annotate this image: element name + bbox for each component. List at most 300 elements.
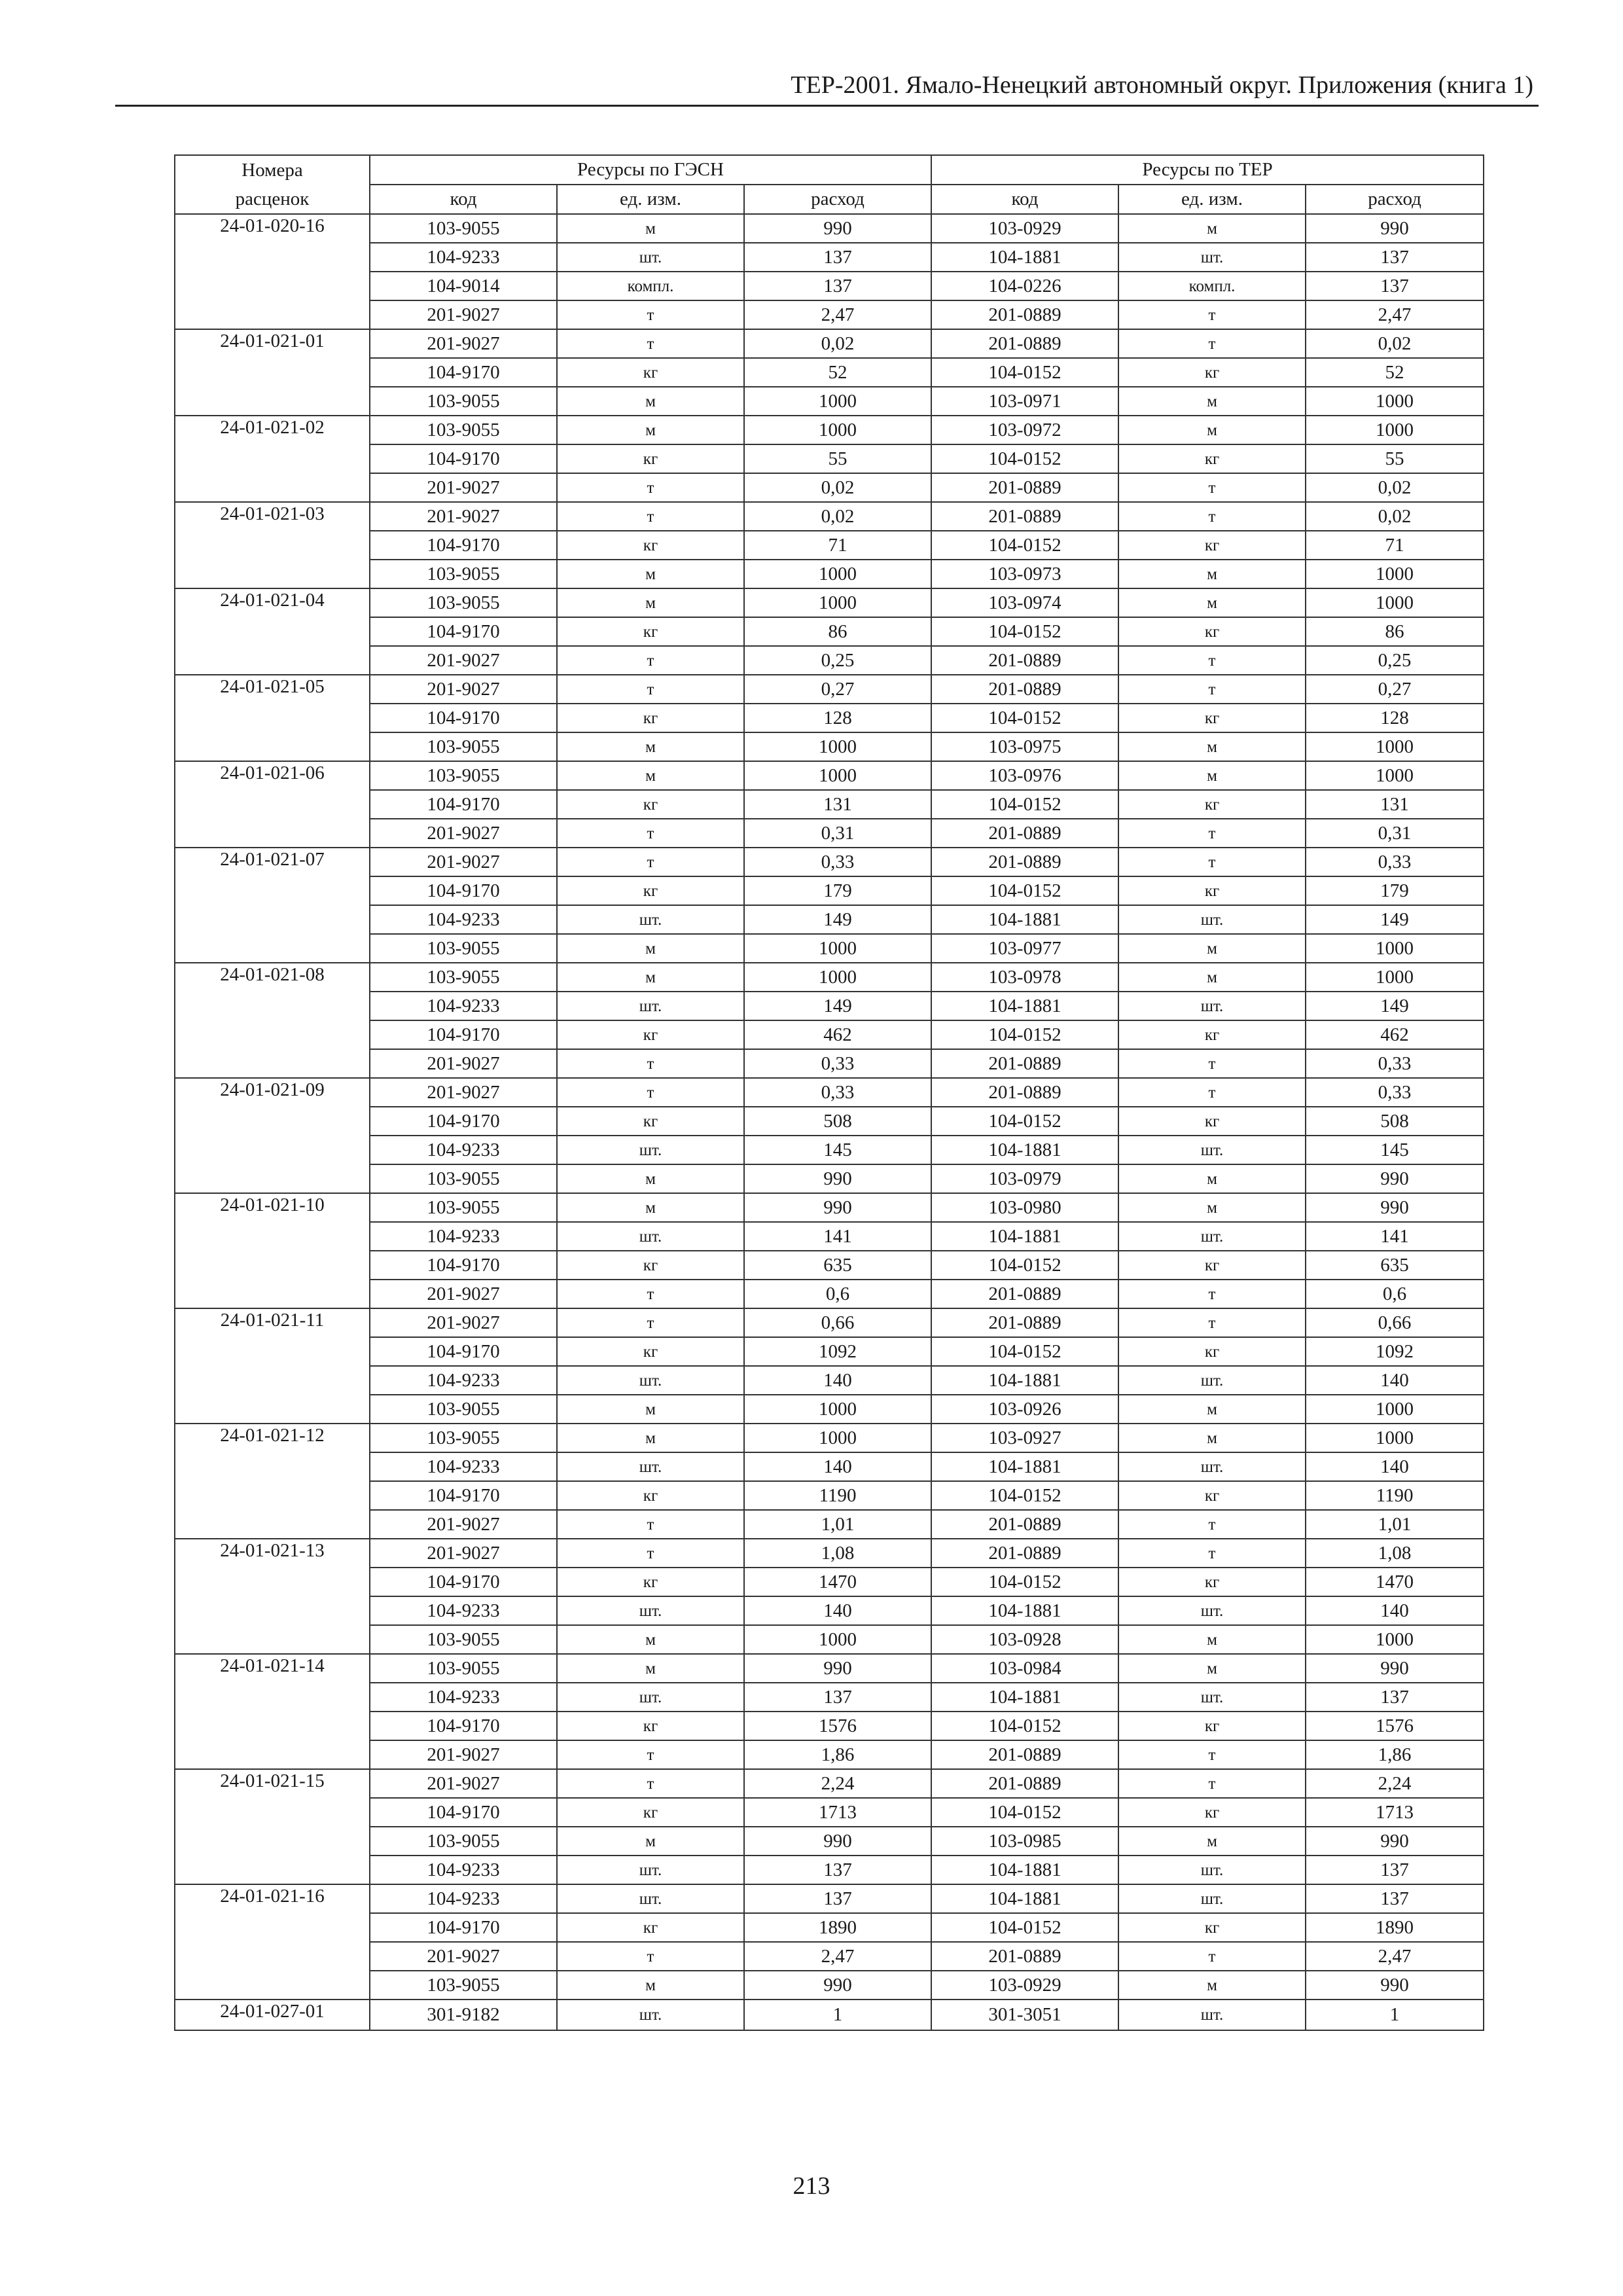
table-row <box>175 1222 1484 1251</box>
ter-unit-cell: т <box>1118 473 1306 502</box>
table-row <box>175 243 1484 272</box>
gesn-code-cell: 103-9055 <box>370 1424 557 1452</box>
table-row <box>175 1280 1484 1308</box>
gesn-unit-cell: м <box>557 732 744 761</box>
ter-qty-cell: 179 <box>1306 876 1484 905</box>
gesn-code-cell: 104-9170 <box>370 444 557 473</box>
gesn-code-cell: 201-9027 <box>370 1280 557 1308</box>
ter-code-cell: 103-0979 <box>931 1164 1118 1193</box>
ter-code-cell: 103-0929 <box>931 214 1118 243</box>
gesn-unit-cell: т <box>557 848 744 876</box>
ter-unit-cell: м <box>1118 761 1306 790</box>
table-row <box>175 905 1484 934</box>
ter-qty-cell: 1000 <box>1306 732 1484 761</box>
ter-code-cell: 301-3051 <box>931 2000 1118 2030</box>
gesn-unit-cell: кг <box>557 1481 744 1510</box>
gesn-qty-cell: 2,24 <box>744 1769 931 1798</box>
ter-code-cell: 104-0152 <box>931 444 1118 473</box>
ter-qty-cell: 137 <box>1306 1683 1484 1712</box>
gesn-code-cell: 103-9055 <box>370 588 557 617</box>
table-row <box>175 819 1484 848</box>
gesn-qty-cell: 1000 <box>744 934 931 963</box>
gesn-unit-cell: компл. <box>557 272 744 300</box>
ter-code-cell: 104-0152 <box>931 1712 1118 1740</box>
gesn-code-cell: 104-9170 <box>370 876 557 905</box>
ter-qty-cell: 1,01 <box>1306 1510 1484 1539</box>
table-row <box>175 617 1484 646</box>
gesn-qty-cell: 0,02 <box>744 502 931 531</box>
resource-mapping-table <box>174 154 1484 2031</box>
table-row <box>175 1712 1484 1740</box>
rate-number-cell: 24-01-020-16 <box>175 214 370 329</box>
ter-unit-cell: м <box>1118 214 1306 243</box>
ter-unit-cell: м <box>1118 1395 1306 1424</box>
rate-number-cell: 24-01-021-01 <box>175 329 370 416</box>
ter-unit-cell: т <box>1118 502 1306 531</box>
rate-number-cell: 24-01-021-12 <box>175 1424 370 1539</box>
table-row <box>175 1856 1484 1884</box>
ter-code-cell: 104-0152 <box>931 1020 1118 1049</box>
gesn-code-cell: 201-9027 <box>370 1740 557 1769</box>
gesn-qty-cell: 145 <box>744 1136 931 1164</box>
gesn-unit-cell: т <box>557 675 744 704</box>
gesn-qty-cell: 149 <box>744 992 931 1020</box>
gesn-code-cell: 104-9233 <box>370 1884 557 1913</box>
ter-qty-cell: 140 <box>1306 1366 1484 1395</box>
gesn-unit-cell: т <box>557 1740 744 1769</box>
gesn-unit-cell: шт. <box>557 1856 744 1884</box>
gesn-unit-cell: кг <box>557 444 744 473</box>
ter-qty-cell: 1000 <box>1306 934 1484 963</box>
ter-unit-cell: кг <box>1118 1798 1306 1827</box>
ter-code-cell: 201-0889 <box>931 329 1118 358</box>
gesn-code-cell: 201-9027 <box>370 473 557 502</box>
ter-qty-cell: 1,86 <box>1306 1740 1484 1769</box>
gesn-unit-cell: м <box>557 560 744 588</box>
ter-unit-cell: м <box>1118 934 1306 963</box>
ter-qty-cell: 1000 <box>1306 560 1484 588</box>
gesn-qty-cell: 1,01 <box>744 1510 931 1539</box>
gesn-qty-cell: 1000 <box>744 1625 931 1654</box>
ter-qty-cell: 1713 <box>1306 1798 1484 1827</box>
table-row <box>175 790 1484 819</box>
gesn-qty-cell: 140 <box>744 1452 931 1481</box>
ter-unit-cell: кг <box>1118 876 1306 905</box>
table-row <box>175 300 1484 329</box>
table-row <box>175 646 1484 675</box>
table-row <box>175 588 1484 617</box>
table-row <box>175 1827 1484 1856</box>
table-row <box>175 1366 1484 1395</box>
ter-qty-cell: 1000 <box>1306 387 1484 416</box>
gesn-qty-cell: 137 <box>744 243 931 272</box>
table-row <box>175 1539 1484 1568</box>
gesn-qty-cell: 1092 <box>744 1337 931 1366</box>
ter-unit-cell: м <box>1118 560 1306 588</box>
ter-code-cell: 103-0972 <box>931 416 1118 444</box>
rate-numbers-header-line2: расценок <box>175 185 370 214</box>
table-row <box>175 214 1484 243</box>
gesn-unit-cell: т <box>557 646 744 675</box>
table-row <box>175 1884 1484 1913</box>
gesn-code-cell: 104-9170 <box>370 1107 557 1136</box>
table-row <box>175 934 1484 963</box>
ter-qty-cell: 0,02 <box>1306 329 1484 358</box>
gesn-code-cell: 104-9014 <box>370 272 557 300</box>
table-row <box>175 1049 1484 1078</box>
ter-code-cell: 201-0889 <box>931 300 1118 329</box>
ter-unit-cell: шт. <box>1118 1596 1306 1625</box>
ter-qty-cell: 1000 <box>1306 1395 1484 1424</box>
gesn-unit-cell: т <box>557 300 744 329</box>
table-row <box>175 1107 1484 1136</box>
rate-number-cell: 24-01-021-11 <box>175 1308 370 1424</box>
ter-unit-cell: кг <box>1118 1251 1306 1280</box>
ter-unit-cell: т <box>1118 1049 1306 1078</box>
gesn-code-cell: 201-9027 <box>370 1049 557 1078</box>
ter-code-cell: 104-0152 <box>931 1107 1118 1136</box>
rate-number-cell: 24-01-021-03 <box>175 502 370 588</box>
gesn-unit-cell: шт. <box>557 243 744 272</box>
ter-code-cell: 103-0976 <box>931 761 1118 790</box>
gesn-code-cell: 104-9233 <box>370 1222 557 1251</box>
gesn-unit-cell: кг <box>557 531 744 560</box>
ter-unit-cell: м <box>1118 416 1306 444</box>
ter-qty-cell: 990 <box>1306 1827 1484 1856</box>
ter-code-cell: 201-0889 <box>931 1740 1118 1769</box>
ter-code-cell: 104-1881 <box>931 1222 1118 1251</box>
gesn-code-header: код <box>370 185 557 214</box>
ter-unit-cell: т <box>1118 819 1306 848</box>
gesn-code-cell: 103-9055 <box>370 761 557 790</box>
ter-qty-cell: 55 <box>1306 444 1484 473</box>
gesn-code-cell: 201-9027 <box>370 502 557 531</box>
ter-code-cell: 104-1881 <box>931 243 1118 272</box>
ter-qty-cell: 71 <box>1306 531 1484 560</box>
gesn-unit-cell: м <box>557 761 744 790</box>
ter-unit-cell: кг <box>1118 1481 1306 1510</box>
header-title: ТЕР-2001. Ямало-Ненецкий автономный округ. Приложения (книга 1) <box>791 71 1533 99</box>
running-header <box>115 71 1539 107</box>
table-row <box>175 1971 1484 2000</box>
ter-code-cell: 103-0928 <box>931 1625 1118 1654</box>
table-row <box>175 531 1484 560</box>
gesn-qty-cell: 1000 <box>744 588 931 617</box>
ter-unit-cell: кг <box>1118 1712 1306 1740</box>
gesn-code-cell: 104-9170 <box>370 1913 557 1942</box>
gesn-resources-header: Ресурсы по ГЭСН <box>370 155 931 185</box>
gesn-unit-cell: шт. <box>557 1222 744 1251</box>
gesn-unit-cell: т <box>557 473 744 502</box>
table-row <box>175 1136 1484 1164</box>
gesn-unit-cell: м <box>557 588 744 617</box>
ter-unit-cell: т <box>1118 329 1306 358</box>
gesn-unit-cell: т <box>557 1539 744 1568</box>
table-row <box>175 1942 1484 1971</box>
ter-code-cell: 201-0889 <box>931 819 1118 848</box>
gesn-unit-cell: кг <box>557 704 744 732</box>
table-row <box>175 1654 1484 1683</box>
gesn-qty-cell: 0,02 <box>744 473 931 502</box>
table-row <box>175 502 1484 531</box>
gesn-unit-cell: м <box>557 416 744 444</box>
ter-qty-cell: 1092 <box>1306 1337 1484 1366</box>
table-row <box>175 1078 1484 1107</box>
table-row <box>175 1510 1484 1539</box>
table-row <box>175 444 1484 473</box>
gesn-code-cell: 201-9027 <box>370 1510 557 1539</box>
gesn-unit-cell: м <box>557 1164 744 1193</box>
gesn-qty-header: расход <box>744 185 931 214</box>
ter-qty-header: расход <box>1306 185 1484 214</box>
gesn-qty-cell: 52 <box>744 358 931 387</box>
header-row-groups <box>175 155 1484 185</box>
ter-qty-cell: 140 <box>1306 1596 1484 1625</box>
gesn-code-cell: 201-9027 <box>370 675 557 704</box>
ter-code-cell: 104-0152 <box>931 1337 1118 1366</box>
ter-unit-cell: кг <box>1118 444 1306 473</box>
gesn-qty-cell: 990 <box>744 1971 931 2000</box>
gesn-qty-cell: 990 <box>744 1654 931 1683</box>
gesn-qty-cell: 137 <box>744 272 931 300</box>
gesn-code-cell: 103-9055 <box>370 1395 557 1424</box>
ter-unit-cell: т <box>1118 1078 1306 1107</box>
ter-unit-cell: м <box>1118 387 1306 416</box>
gesn-unit-cell: кг <box>557 1020 744 1049</box>
ter-qty-cell: 137 <box>1306 272 1484 300</box>
table-row <box>175 1683 1484 1712</box>
gesn-code-cell: 104-9170 <box>370 358 557 387</box>
ter-unit-cell: м <box>1118 588 1306 617</box>
gesn-code-cell: 104-9233 <box>370 1596 557 1625</box>
ter-unit-cell: т <box>1118 1942 1306 1971</box>
ter-code-cell: 104-1881 <box>931 992 1118 1020</box>
ter-qty-cell: 990 <box>1306 214 1484 243</box>
ter-qty-cell: 462 <box>1306 1020 1484 1049</box>
ter-unit-header: ед. изм. <box>1118 185 1306 214</box>
table-row <box>175 1395 1484 1424</box>
ter-code-cell: 103-0974 <box>931 588 1118 617</box>
gesn-unit-cell: шт. <box>557 2000 744 2030</box>
ter-code-cell: 104-1881 <box>931 1366 1118 1395</box>
ter-unit-cell: м <box>1118 1827 1306 1856</box>
rate-number-cell: 24-01-021-15 <box>175 1769 370 1884</box>
ter-qty-cell: 1000 <box>1306 1625 1484 1654</box>
ter-code-cell: 103-0926 <box>931 1395 1118 1424</box>
table-body <box>175 214 1484 2030</box>
ter-code-cell: 103-0975 <box>931 732 1118 761</box>
gesn-qty-cell: 137 <box>744 1884 931 1913</box>
ter-unit-cell: м <box>1118 1164 1306 1193</box>
gesn-code-cell: 104-9170 <box>370 1251 557 1280</box>
ter-code-cell: 104-0152 <box>931 531 1118 560</box>
ter-code-cell: 201-0889 <box>931 1280 1118 1308</box>
ter-qty-cell: 2,24 <box>1306 1769 1484 1798</box>
ter-code-cell: 104-0152 <box>931 1798 1118 1827</box>
table-row <box>175 1769 1484 1798</box>
ter-code-cell: 104-0152 <box>931 790 1118 819</box>
ter-qty-cell: 635 <box>1306 1251 1484 1280</box>
table-row <box>175 1308 1484 1337</box>
gesn-qty-cell: 1,86 <box>744 1740 931 1769</box>
gesn-qty-cell: 1000 <box>744 416 931 444</box>
gesn-code-cell: 103-9055 <box>370 1827 557 1856</box>
table-row <box>175 1913 1484 1942</box>
gesn-code-cell: 103-9055 <box>370 1625 557 1654</box>
gesn-qty-cell: 1,08 <box>744 1539 931 1568</box>
ter-code-cell: 104-0152 <box>931 358 1118 387</box>
ter-qty-cell: 0,66 <box>1306 1308 1484 1337</box>
gesn-qty-cell: 86 <box>744 617 931 646</box>
ter-code-cell: 104-1881 <box>931 1452 1118 1481</box>
gesn-code-cell: 104-9233 <box>370 905 557 934</box>
gesn-code-cell: 201-9027 <box>370 300 557 329</box>
ter-code-cell: 104-1881 <box>931 905 1118 934</box>
gesn-qty-cell: 1000 <box>744 1424 931 1452</box>
gesn-qty-cell: 0,27 <box>744 675 931 704</box>
gesn-unit-cell: шт. <box>557 905 744 934</box>
ter-qty-cell: 1000 <box>1306 761 1484 790</box>
ter-qty-cell: 0,33 <box>1306 1078 1484 1107</box>
ter-code-cell: 201-0889 <box>931 1049 1118 1078</box>
ter-qty-cell: 1000 <box>1306 1424 1484 1452</box>
ter-unit-cell: т <box>1118 1308 1306 1337</box>
gesn-unit-cell: м <box>557 214 744 243</box>
gesn-code-cell: 104-9233 <box>370 1683 557 1712</box>
gesn-code-cell: 103-9055 <box>370 732 557 761</box>
ter-unit-cell: кг <box>1118 1020 1306 1049</box>
rate-number-cell: 24-01-021-16 <box>175 1884 370 2000</box>
ter-qty-cell: 140 <box>1306 1452 1484 1481</box>
ter-unit-cell: кг <box>1118 358 1306 387</box>
gesn-code-cell: 201-9027 <box>370 819 557 848</box>
rate-number-cell: 24-01-021-02 <box>175 416 370 502</box>
gesn-code-cell: 104-9170 <box>370 790 557 819</box>
ter-qty-cell: 86 <box>1306 617 1484 646</box>
gesn-qty-cell: 2,47 <box>744 300 931 329</box>
ter-qty-cell: 145 <box>1306 1136 1484 1164</box>
ter-unit-cell: шт. <box>1118 1222 1306 1251</box>
gesn-code-cell: 104-9170 <box>370 617 557 646</box>
ter-code-cell: 201-0889 <box>931 675 1118 704</box>
gesn-unit-cell: кг <box>557 1568 744 1596</box>
gesn-qty-cell: 1000 <box>744 387 931 416</box>
gesn-unit-cell: т <box>557 329 744 358</box>
ter-code-cell: 104-1881 <box>931 1136 1118 1164</box>
table-row <box>175 560 1484 588</box>
rate-number-cell: 24-01-021-07 <box>175 848 370 963</box>
ter-qty-cell: 1000 <box>1306 416 1484 444</box>
ter-unit-cell: кг <box>1118 1337 1306 1366</box>
ter-unit-cell: кг <box>1118 790 1306 819</box>
gesn-code-cell: 104-9233 <box>370 1366 557 1395</box>
ter-code-cell: 201-0889 <box>931 473 1118 502</box>
gesn-unit-cell: м <box>557 963 744 992</box>
gesn-unit-cell: шт. <box>557 1884 744 1913</box>
gesn-qty-cell: 1470 <box>744 1568 931 1596</box>
ter-qty-cell: 1,08 <box>1306 1539 1484 1568</box>
gesn-unit-cell: кг <box>557 1107 744 1136</box>
ter-qty-cell: 0,6 <box>1306 1280 1484 1308</box>
rate-number-cell: 24-01-027-01 <box>175 2000 370 2030</box>
gesn-qty-cell: 1000 <box>744 761 931 790</box>
header-row-columns <box>175 185 1484 214</box>
table-row <box>175 761 1484 790</box>
rate-number-cell: 24-01-021-09 <box>175 1078 370 1193</box>
gesn-qty-cell: 140 <box>744 1366 931 1395</box>
ter-code-cell: 104-0152 <box>931 1568 1118 1596</box>
table-row <box>175 1452 1484 1481</box>
gesn-unit-cell: т <box>557 1280 744 1308</box>
gesn-unit-cell: м <box>557 1827 744 1856</box>
gesn-qty-cell: 0,33 <box>744 1078 931 1107</box>
gesn-qty-cell: 0,02 <box>744 329 931 358</box>
gesn-code-cell: 104-9233 <box>370 243 557 272</box>
gesn-code-cell: 103-9055 <box>370 963 557 992</box>
table-row <box>175 473 1484 502</box>
ter-qty-cell: 1470 <box>1306 1568 1484 1596</box>
table-row <box>175 1568 1484 1596</box>
ter-unit-cell: т <box>1118 1510 1306 1539</box>
table-row <box>175 848 1484 876</box>
ter-unit-cell: шт. <box>1118 1884 1306 1913</box>
ter-code-header: код <box>931 185 1118 214</box>
table-row <box>175 387 1484 416</box>
gesn-unit-cell: кг <box>557 1251 744 1280</box>
gesn-code-cell: 201-9027 <box>370 1308 557 1337</box>
ter-qty-cell: 1190 <box>1306 1481 1484 1510</box>
table-row <box>175 1740 1484 1769</box>
ter-code-cell: 104-0152 <box>931 704 1118 732</box>
ter-unit-cell: м <box>1118 732 1306 761</box>
gesn-unit-cell: кг <box>557 876 744 905</box>
ter-qty-cell: 52 <box>1306 358 1484 387</box>
table-row <box>175 329 1484 358</box>
gesn-qty-cell: 140 <box>744 1596 931 1625</box>
gesn-code-cell: 104-9170 <box>370 1712 557 1740</box>
rate-numbers-header-line1: Номера <box>175 155 370 185</box>
gesn-qty-cell: 131 <box>744 790 931 819</box>
gesn-unit-header: ед. изм. <box>557 185 744 214</box>
ter-code-cell: 103-0980 <box>931 1193 1118 1222</box>
gesn-unit-cell: м <box>557 934 744 963</box>
gesn-qty-cell: 2,47 <box>744 1942 931 1971</box>
table-row <box>175 1193 1484 1222</box>
ter-unit-cell: м <box>1118 1424 1306 1452</box>
rate-number-cell: 24-01-021-14 <box>175 1654 370 1769</box>
ter-unit-cell: шт. <box>1118 1683 1306 1712</box>
ter-qty-cell: 2,47 <box>1306 1942 1484 1971</box>
ter-unit-cell: т <box>1118 1740 1306 1769</box>
ter-unit-cell: кг <box>1118 1568 1306 1596</box>
gesn-code-cell: 201-9027 <box>370 848 557 876</box>
ter-code-cell: 104-0226 <box>931 272 1118 300</box>
gesn-unit-cell: т <box>557 1942 744 1971</box>
gesn-qty-cell: 128 <box>744 704 931 732</box>
gesn-code-cell: 201-9027 <box>370 646 557 675</box>
ter-qty-cell: 1890 <box>1306 1913 1484 1942</box>
gesn-code-cell: 103-9055 <box>370 1193 557 1222</box>
ter-unit-cell: шт. <box>1118 2000 1306 2030</box>
ter-code-cell: 201-0889 <box>931 1769 1118 1798</box>
gesn-code-cell: 104-9170 <box>370 1798 557 1827</box>
ter-qty-cell: 1576 <box>1306 1712 1484 1740</box>
gesn-qty-cell: 137 <box>744 1683 931 1712</box>
ter-unit-cell: кг <box>1118 1107 1306 1136</box>
ter-unit-cell: м <box>1118 963 1306 992</box>
ter-unit-cell: кг <box>1118 704 1306 732</box>
gesn-qty-cell: 1000 <box>744 963 931 992</box>
